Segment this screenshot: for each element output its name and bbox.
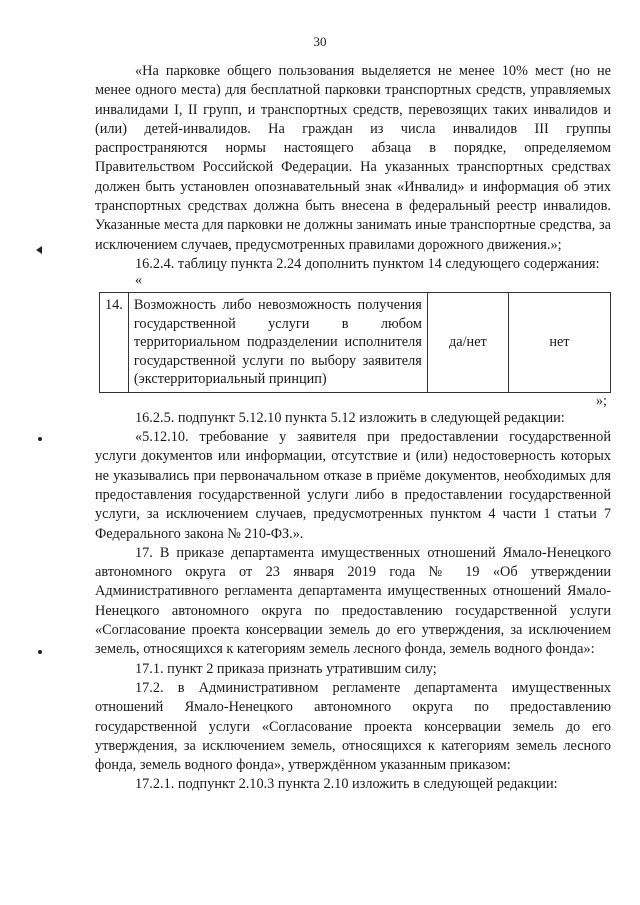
closing-quote: »; [595,392,607,409]
table-cell-description: Возможность либо невозможность получения государственной услуги в любом территориальном подразделении исполнителя государственной услуги по выбору заявителя (экстерриториальный принцип) [128,293,427,393]
paragraph-5-12-10: «5.12.10. требование у заявителя при предоставлении государственной услуги документов или информации, отсутствие и (или) недостоверность которых не указывались при первоначальном отказе в приёме документов, необходимых для предоставления государственной услуги либо в предоставлении государственной услуги, за исключением случаев, предусмотренных пунктом 4 части 1 статьи 7 Федерального закона № 210-ФЗ.». [95,429,611,542]
paragraph-17-2: 17.2. в Административном регламенте департамента имущественных отношений Ямало-Ненецкого автономного округа по предоставлению государственной услуги «Согласование проекта консервации земель до его утверждения, за исключением земель, относящихся к категориям земель лесного фонда, земель водного фонда», утверждённом указанным приказом: [95,679,611,774]
opening-quote: « [135,273,142,289]
table-cell-value-options: да/нет [427,293,508,393]
margin-dot-mark [38,437,42,441]
document-body [95,62,611,795]
paragraph-17-1: 17.1. пункт 2 приказа признать утратившим силу; [135,660,437,677]
table-cell-number: 14. [100,293,129,393]
paragraph-17: 17. В приказе департамента имущественных отношений Ямало-Ненецкого автономного округа от 23 января 2019 года № 19 «Об утверждении Административного регламента департамента имущественных отношений Ямало-Ненецкого автономного округа по предоставлению государственной услуги «Согласование проекта консервации земель до его утверждения, за исключением земель, относящихся к категориям земель лесного фонда, земель водного фонда»: [95,544,611,658]
amendment-table [99,292,611,393]
table-row [100,293,611,393]
table-cell-value-selected: нет [508,293,610,393]
margin-arrow-mark [36,246,42,254]
margin-dot-mark [38,650,42,654]
paragraph-16-2-4: 16.2.4. таблицу пункта 2.24 дополнить пунктом 14 следующего содержания: [135,255,600,272]
paragraph-17-2-1: 17.2.1. подпункт 2.10.3 пункта 2.10 изложить в следующей редакции: [135,776,558,793]
paragraph-parking: «На парковке общего пользования выделяется не менее 10% мест (но не менее одного места) для бесплатной парковки транспортных средств, управляемых инвалидами I, II групп, и транспортных средств, перевозящих таких инвалидов и (или) детей-инвалидов. На граждан из числа инвалидов III группы распространяются нормы настоящего абзаца в порядке, определяемом Правительством Российской Федерации. На указанных транспортных средствах должен быть установлен опознавательный знак «Инвалид» и информация об этих транспортных средствах должна быть внесена в федеральный реестр инвалидов. Указанные места для парковки не должны занимать иные транспортные средства, за исключением случаев, предусмотренных правилами дорожного движения.»; [95,63,611,253]
page-number: 30 [313,34,327,49]
paragraph-16-2-5: 16.2.5. подпункт 5.12.10 пункта 5.12 изложить в следующей редакции: [135,409,565,426]
